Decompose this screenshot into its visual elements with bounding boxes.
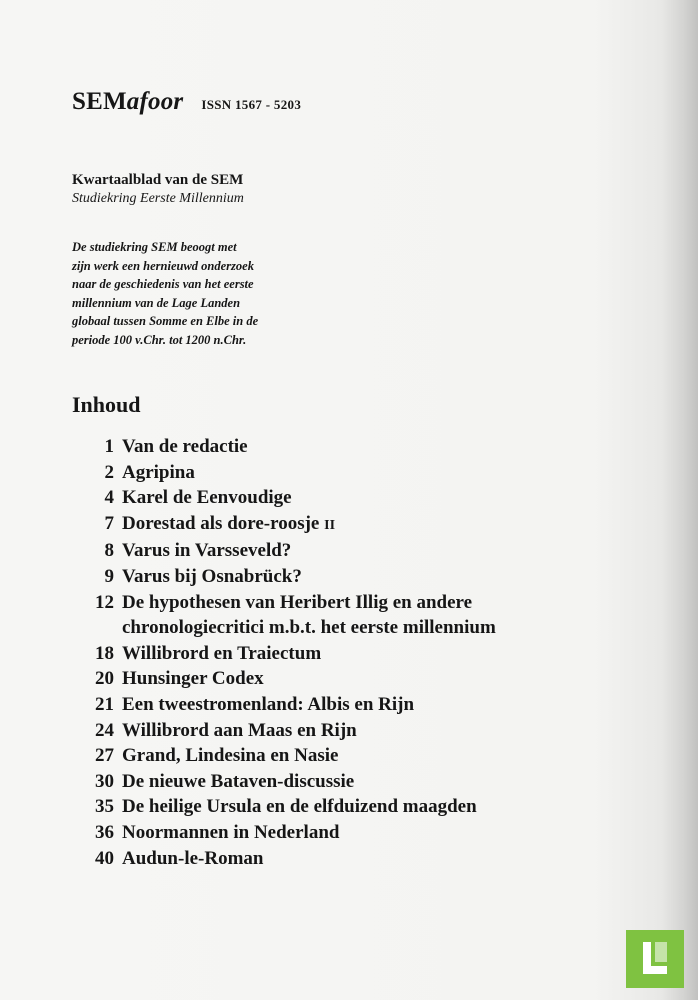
toc-page-number: 30 (95, 770, 114, 792)
toc-page-number: 40 (95, 847, 114, 869)
subtitle-line-1: Kwartaalblad van de SEM (72, 172, 244, 188)
toc-page-number: 36 (95, 821, 114, 843)
toc-title: Karel de Eenvoudige (122, 487, 292, 509)
toc-title: De heilige Ursula en de elfduizend maagden (122, 796, 477, 818)
toc-page-number: 18 (95, 642, 114, 664)
toc-page-number: 1 (104, 436, 114, 457)
intro-line: zijn werk een hernieuwd onderzoek (72, 258, 254, 273)
toc-entry (72, 641, 632, 667)
subtitle-block (72, 170, 244, 208)
toc-entry (72, 460, 632, 486)
issn-number: ISSN 1567 - 5203 (201, 97, 302, 112)
watermark-logo-icon (626, 930, 684, 988)
toc-title: Agripina (122, 461, 195, 483)
toc-entry (72, 743, 632, 769)
toc-page-number: 21 (95, 693, 114, 715)
toc-title: De nieuwe Bataven-discussie (122, 770, 355, 792)
magazine-title (72, 88, 183, 115)
masthead (72, 88, 301, 116)
toc-title: Een tweestromenland: Albis en Rijn (122, 693, 415, 715)
subtitle-line-2: Studiekring Eerste Millennium (72, 191, 244, 206)
toc-entry (72, 538, 632, 564)
toc-page-number: 9 (104, 565, 114, 587)
toc-heading: Inhoud (72, 392, 141, 417)
toc-title: Willibrord en Traiectum (122, 642, 322, 664)
toc-entry (72, 666, 632, 692)
toc-title-wrap (122, 511, 335, 539)
toc-entry (72, 434, 632, 460)
toc-page-number: 20 (95, 668, 114, 690)
toc-page-number: 24 (95, 719, 114, 741)
toc-title: Grand, Lindesina en Nasie (122, 745, 339, 767)
intro-line: periode 100 v.Chr. tot 1200 n.Chr. (72, 332, 247, 347)
toc-entry (72, 794, 632, 820)
intro-line: De studiekring SEM beoogt met (72, 240, 237, 254)
intro-line: millennium van de Lage Landen (72, 295, 241, 310)
toc-entry (72, 718, 632, 744)
toc-title: Varus bij Osnabrück? (122, 565, 302, 587)
toc-title: De hypothesen van Heribert Illig en andere (122, 591, 473, 613)
toc-title: Varus in Varsseveld? (122, 540, 292, 562)
toc-entry (72, 692, 632, 718)
toc-title: Hunsinger Codex (122, 668, 264, 690)
toc-title-wrap (122, 590, 496, 641)
toc-title-suffix: II (324, 517, 336, 533)
page-edge-shadow (662, 0, 698, 1000)
toc-entry (72, 485, 632, 511)
toc-entry (72, 820, 632, 846)
toc-title-continued: chronologiecritici m.b.t. het eerste millennium (122, 617, 496, 639)
toc-page-number: 8 (104, 540, 114, 562)
toc-title: Audun-le-Roman (122, 847, 264, 869)
toc-page-number: 12 (95, 591, 114, 613)
table-of-contents (72, 434, 632, 871)
toc-title: Willibrord aan Maas en Rijn (122, 719, 357, 741)
toc-entry (72, 511, 632, 539)
toc-page-number: 2 (104, 461, 114, 483)
toc-entry (72, 769, 632, 795)
toc-page-number: 7 (104, 512, 114, 534)
intro-line: globaal tussen Somme en Elbe in de (72, 314, 259, 328)
toc-entry (72, 846, 632, 872)
magazine-title-plain: SEM (72, 88, 127, 115)
intro-line: naar de geschiedenis van het eerste (72, 277, 254, 291)
toc-page-number: 4 (104, 487, 114, 509)
intro-paragraph (72, 238, 322, 349)
toc-page-number: 27 (95, 745, 114, 767)
toc-title: Van de redactie (122, 436, 248, 457)
toc-entry (72, 564, 632, 590)
toc-page-number: 35 (95, 796, 114, 818)
toc-title: Dorestad als dore-roosje (122, 512, 320, 534)
magazine-title-italic: afoor (126, 88, 184, 115)
toc-title: Noormannen in Nederland (122, 821, 340, 843)
toc-entry (72, 590, 632, 641)
